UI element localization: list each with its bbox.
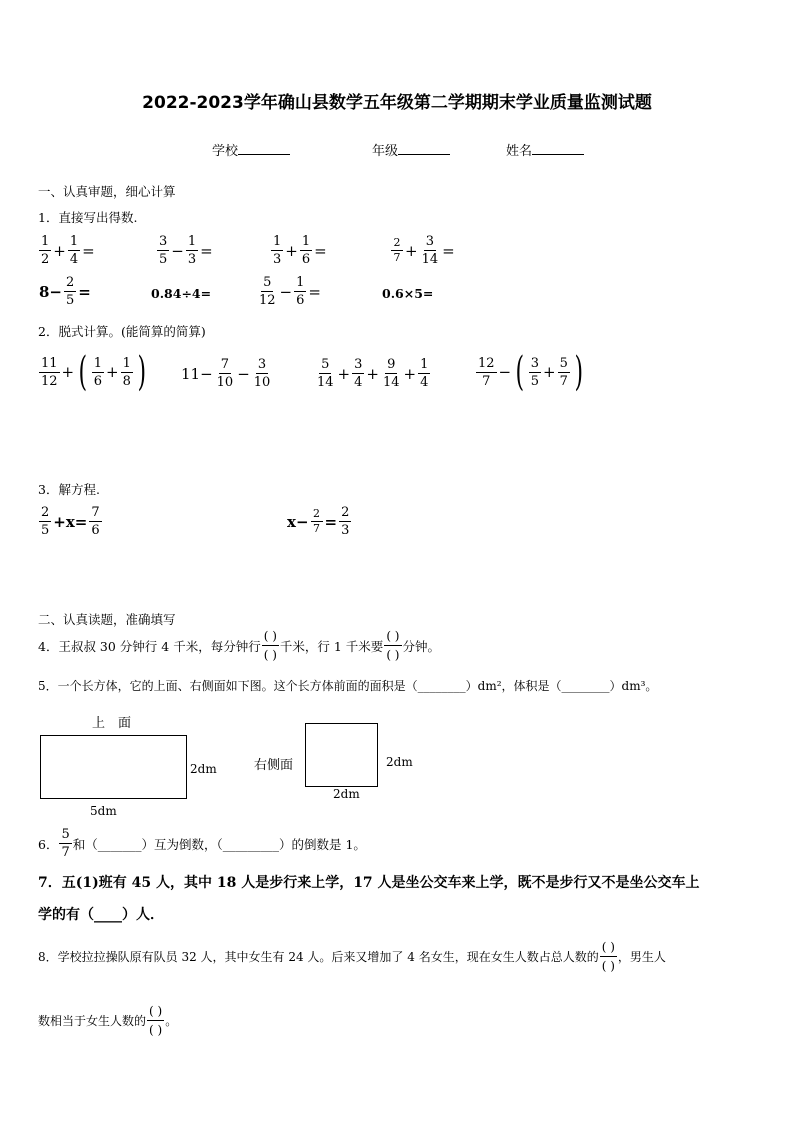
q2-expr-4: $\frac{12}{7}$ − ( $\frac{3}{5}$ + $\frac{5}{7}$ ) xyxy=(478,349,583,395)
q1-item-2: $\frac{3}{5}$ − $\frac{1}{3}$ = xyxy=(159,234,213,267)
section-2-heading: 二、认真读题，准确填写 xyxy=(38,612,176,627)
q7-line-1: 7．五(1)班有 45 人，其中 18 人是步行来上学，17 人是坐公交车来上学，既不是步行又不是坐公交车上 xyxy=(38,875,700,891)
page-title: 2022-2023学年确山县数学五年级第二学期期末学业质量监测试题 xyxy=(142,93,652,113)
q7-line-2: 学的有（____）人． xyxy=(38,907,164,923)
q4-text-3: 分钟。 xyxy=(402,638,441,654)
q1-label: 1．直接写出得数. xyxy=(38,210,138,225)
q3-equation-2: x− $\frac{2}{7}$ = $\frac{2}{3}$ xyxy=(287,505,350,538)
q4-text-1: 4．王叔叔 30 分钟行 4 千米，每分钟行 xyxy=(38,638,261,654)
q6: 6． $\frac{5}{7}$ 和（_______）互为倒数，（_________）的倒数是 1。 xyxy=(38,827,366,860)
top-face-width: 5dm xyxy=(90,804,117,818)
q6-text: 和（_______）互为倒数，（_________）的倒数是 1。 xyxy=(72,836,366,852)
school-label: 学校 xyxy=(212,144,239,159)
side-face-height: 2dm xyxy=(386,755,413,769)
q5-text: 5．一个长方体，它的上面、右侧面如下图。这个长方体前面的面积是（________）dm²，体积是（________）dm³。 xyxy=(38,679,658,693)
name-label: 姓名 xyxy=(506,144,533,159)
q1-item-8: 0.6×5= xyxy=(382,286,434,301)
q2-label: 2．脱式计算。(能简算的简算) xyxy=(38,324,206,339)
top-face-rectangle xyxy=(40,735,187,799)
q2-expr-2: 11− $\frac{7}{10}$ − $\frac{3}{10}$ xyxy=(181,357,271,390)
q2-expr-1: $\frac{11}{12}$ + ( $\frac{1}{6}$ + $\frac{1}{8}$ ) xyxy=(41,349,146,395)
q1-item-1: $\frac{1}{2}$ + $\frac{1}{4}$ = xyxy=(41,234,95,267)
top-face-label: 上 面 xyxy=(92,716,132,731)
q8-line-2: 数相当于女生人数的 $\frac{( )}{( )}$ 。 xyxy=(38,1004,178,1037)
q4-text-2: 千米，行 1 千米要 xyxy=(279,638,384,654)
q1-item-6: 0.84÷4= xyxy=(151,286,212,301)
top-face-height: 2dm xyxy=(190,762,217,776)
q4: 4．王叔叔 30 分钟行 4 千米，每分钟行 $\frac{( )}{( )}$ 千米，行 1 千米要 $\frac{( )}{( )}$ 分钟。 xyxy=(38,629,441,662)
grade-label: 年级 xyxy=(372,144,399,159)
q1-item-7: $\frac{5}{12}$ − $\frac{1}{6}$ = xyxy=(259,275,321,308)
q1-item-4: $\frac{2}{7}$ + $\frac{3}{14}$ = xyxy=(390,233,456,268)
q1-item-3: $\frac{1}{3}$ + $\frac{1}{6}$ = xyxy=(273,234,327,267)
school-field[interactable] xyxy=(212,140,290,159)
q2-expr-3: $\frac{5}{14}$ + $\frac{3}{4}$ + $\frac{9}{14}$ + $\frac{1}{4}$ xyxy=(317,357,429,390)
side-face-label: 右侧面 xyxy=(254,758,294,773)
grade-field[interactable] xyxy=(372,140,450,159)
name-field[interactable] xyxy=(506,140,584,159)
side-face-square xyxy=(305,723,378,787)
q1-item-5: 8− $\frac{2}{5}$ = xyxy=(39,275,91,308)
q8-line-1: 8．学校拉拉操队原有队员 32 人，其中女生有 24 人。后来又增加了 4 名女生，现在女生人数占总人数的 $\frac{( )}{( )}$ ，男生人 xyxy=(38,940,666,973)
side-face-width: 2dm xyxy=(333,787,360,801)
section-1-heading: 一、认真审题，细心计算 xyxy=(38,184,176,199)
q3-label: 3．解方程. xyxy=(38,482,100,497)
q3-equation-1: $\frac{2}{5}$ +x= $\frac{7}{6}$ xyxy=(41,505,100,538)
